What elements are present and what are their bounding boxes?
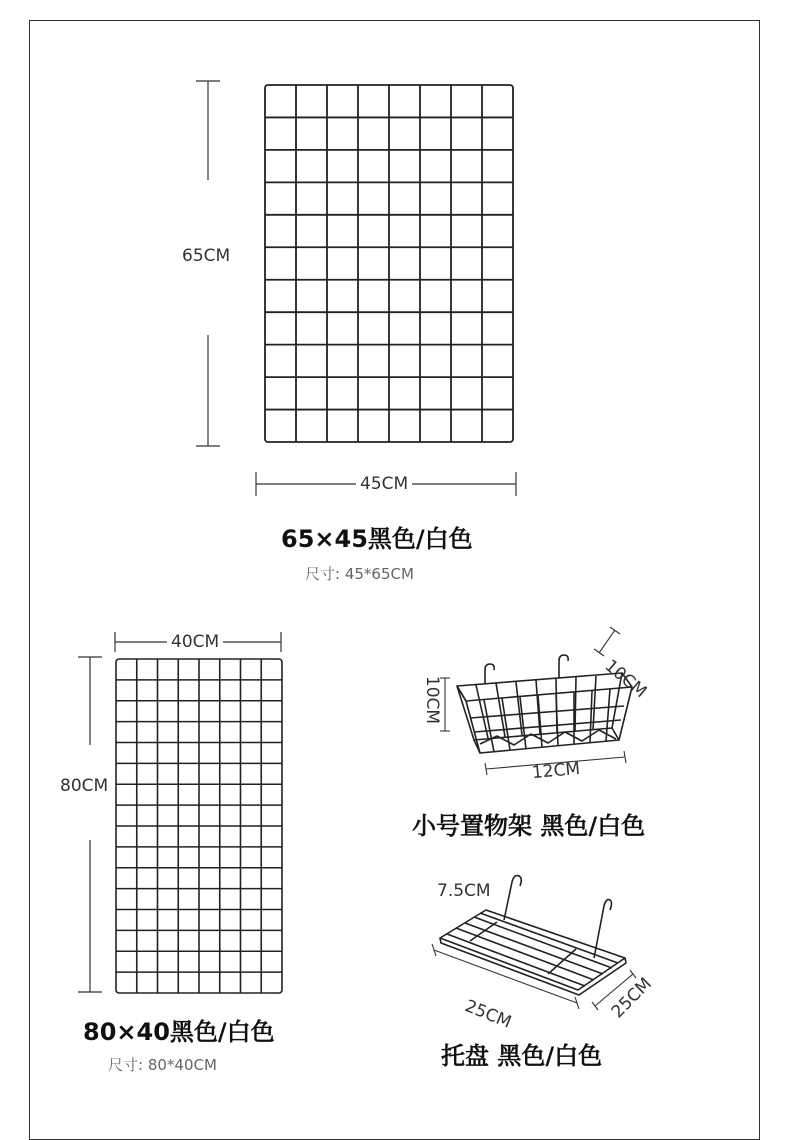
large-title: 65×45黑色/白色 xyxy=(281,525,473,553)
large-height-label: 65CM xyxy=(178,246,234,266)
tray-height-label: 7.5CM xyxy=(437,881,491,901)
tray-depth-label: 25CM xyxy=(607,974,656,1023)
tray-length-label: 25CM xyxy=(461,996,515,1033)
tray-title: 托盘 黑色/白色 xyxy=(441,1042,603,1070)
basket-height-label: 10CM xyxy=(422,675,443,725)
tall-size-value: 80*40CM xyxy=(147,1056,217,1074)
large-width-label: 45CM xyxy=(356,474,412,494)
basket-title: 小号置物架 黑色/白色 xyxy=(412,812,646,840)
tall-height-label: 80CM xyxy=(56,776,112,796)
tall-title: 80×40黑色/白色 xyxy=(83,1018,275,1046)
tall-size-prefix: 尺寸: xyxy=(108,1056,144,1074)
basket-depth-label: 10CM xyxy=(600,655,651,703)
large-size-prefix: 尺寸: xyxy=(305,565,341,583)
large-size-value: 45*65CM xyxy=(344,565,414,583)
tall-width-label: 40CM xyxy=(167,632,223,652)
basket-width-label: 12CM xyxy=(531,758,581,784)
